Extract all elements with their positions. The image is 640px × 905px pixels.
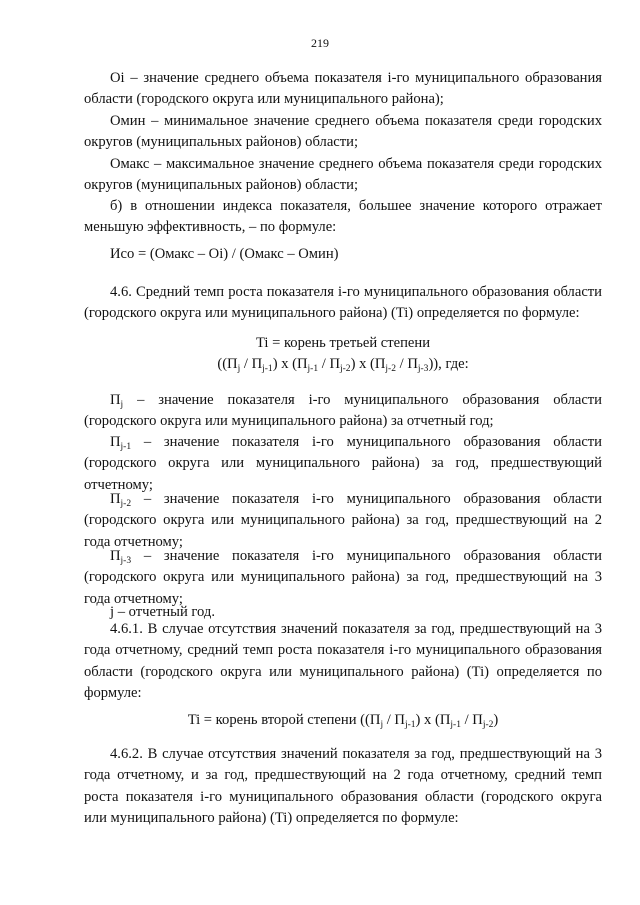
formula-iso: Исо = (Омакс – Oi) / (Омакс – Омин) <box>110 246 339 262</box>
formula-ti-cube-root-line2: ($(П_j / П_{j-1})$ x $(П_{j-1} / П_{j-2})$ x $(П_{j-2} / П_{j-3})$), где: <box>217 356 469 374</box>
definition-pj-1: $П_{j-1}$ – значение показателя i-го муниципального образования области (городского округа или муниципального района) за год, предшествующий отчетному; <box>84 434 602 493</box>
definition-pj: $П_j$ – значение показателя i-го муниципального образования области (городского округа или муниципального района) за отчетный год; <box>84 392 602 430</box>
formula-ti-cube-root-line1: Ti = корень третьей степени <box>255 335 431 351</box>
section-4-6-1-paragraph: 4.6.1. В случае отсутствия значений показателя за год, предшествующий на 3 года отчетному, средний темп роста показателя i-го муниципального образования области (городского округа или муниципального района) (Ti) определяется по формуле: <box>84 621 602 701</box>
page-number: 219 <box>311 36 329 50</box>
definition-pj-3: $П_{j-3}$ – значение показателя i-го муниципального образования области (городского округа или муниципального района) за год, предшествующий на 3 года отчетному; <box>84 548 602 607</box>
definition-pj-2: $П_{j-2}$ – значение показателя i-го муниципального образования области (городского округа или муниципального района) за год, предшествующий на 2 года отчетному; <box>84 491 602 550</box>
definition-j: j – отчетный год. <box>110 604 215 620</box>
section-4-6-2-paragraph: 4.6.2. В случае отсутствия значений показателя за год, предшествующий на 3 года отчетному, и за год, предшествующий на 2 года отчетному, средний темп роста показателя i-го муниципального образования области (городского округа или муниципального района) (Ti) определяется по формуле: <box>84 746 602 826</box>
definition-omax: Омакс – максимальное значение среднего объема показателя среди городских округов (муниципальных районов) области; <box>84 156 602 194</box>
section-4-6-paragraph: 4.6. Средний темп роста показателя i-го муниципального образования области (городского округа или муниципального района) (Ti) определяется по формуле: <box>84 284 602 322</box>
item-b-paragraph: б) в отношении индекса показателя, большее значение которого отражает меньшую эффективность, – по формуле: <box>84 198 602 236</box>
definition-oi: Oi – значение среднего объема показателя i-го муниципального образования области (городского округа или муниципального района); <box>84 70 602 108</box>
definition-omin: Омин – минимальное значение среднего объема показателя среди городских округов (муниципальных районов) области; <box>84 113 602 151</box>
formula-ti-square-root: Ti = корень второй степени ($(П_j / П_{j-1})$ x $(П_{j-1} / П_{j-2})$ <box>187 712 499 730</box>
